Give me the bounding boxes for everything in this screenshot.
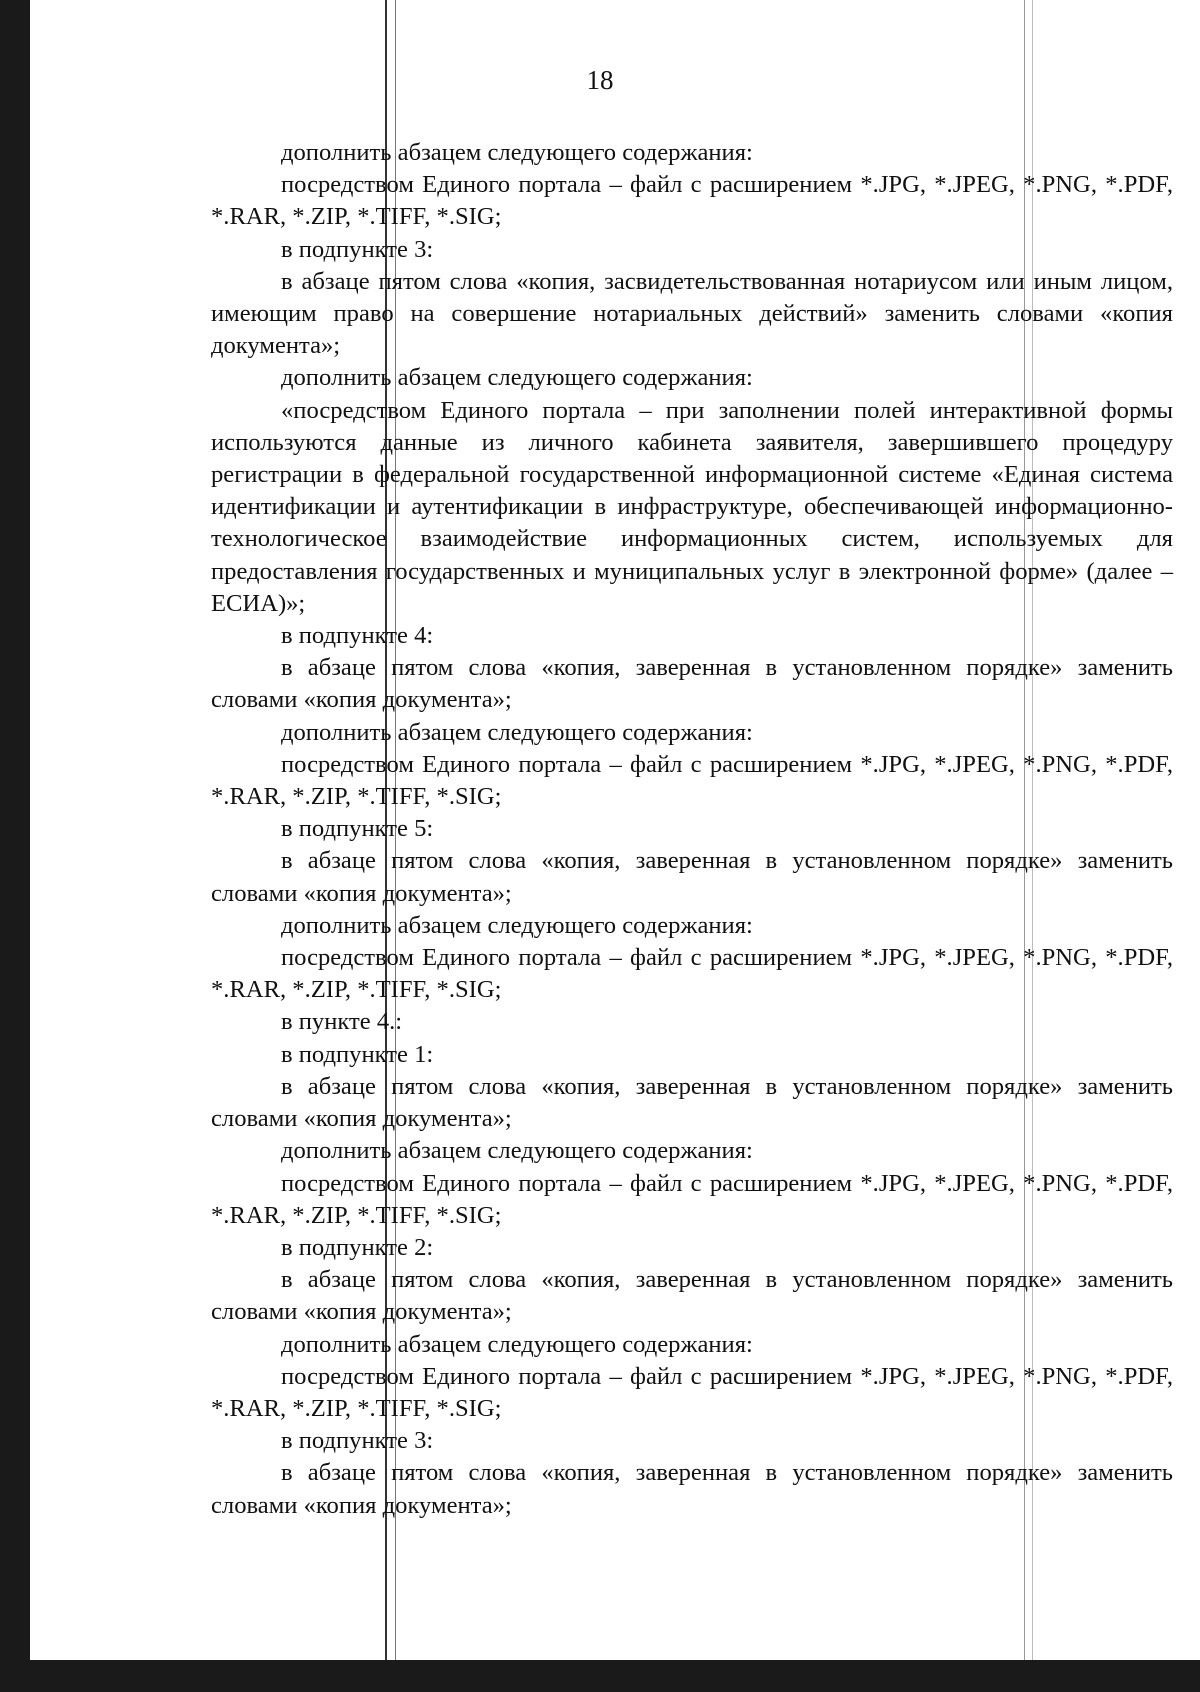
- paragraph: в абзаце пятом слова «копия, заверенная в установленном порядке» заменить словами «копия документа»;: [211, 1072, 1173, 1133]
- paragraph: дополнить абзацем следующего содержания:: [281, 911, 753, 939]
- paragraph: в абзаце пятом слова «копия, засвидетельствованная нотариусом или иным лицом, имеющим право на совершение нотариальных действий» заменить словами «копия документа»;: [211, 267, 1173, 360]
- paragraph: посредством Единого портала – файл с расширением *.JPG, *.JPEG, *.PNG, *.PDF, *.RAR, *.ZIP, *.TIFF, *.SIG;: [211, 944, 1173, 1004]
- paragraph: дополнить абзацем следующего содержания:: [281, 718, 753, 746]
- paragraph: в подпункте 1:: [281, 1040, 434, 1068]
- paragraph: в абзаце пятом слова «копия, заверенная в установленном порядке» заменить словами «копия документа»;: [211, 654, 1173, 714]
- paragraph: в подпункте 2:: [281, 1233, 434, 1261]
- paragraph: дополнить абзацем следующего содержания:: [281, 139, 753, 166]
- page-number: 18: [586, 65, 614, 95]
- scan-bottom-border: [0, 1660, 1200, 1692]
- paragraph: дополнить абзацем следующего содержания:: [281, 1137, 753, 1165]
- paragraph: «посредством Единого портала – при заполнении полей интерактивной формы используются данные из личного кабинета заявителя, завершившего процедуру регистрации в федеральной государственной информационной системе «Единая система идентификации и аутентификации в инфраструктуре, обеспечивающей информационно-технологическое взаимодействие информационных систем, используемых для предоставления государственных и муниципальных услуг в электронной форме» (далее – ЕСИА)»;: [211, 396, 1173, 617]
- paragraph: дополнить абзацем следующего содержания:: [281, 364, 753, 392]
- paragraph: посредством Единого портала – файл с расширением *.JPG, *.JPEG, *.PNG, *.PDF, *.RAR, *.ZIP, *.TIFF, *.SIG;: [211, 171, 1173, 231]
- paragraph: в абзаце пятом слова «копия, заверенная в установленном порядке» заменить словами «копия документа»;: [211, 1459, 1173, 1519]
- paragraph: посредством Единого портала – файл с расширением *.JPG, *.JPEG, *.PNG, *.PDF, *.RAR, *.ZIP, *.TIFF, *.SIG;: [211, 1362, 1173, 1422]
- paragraph: в подпункте 5:: [281, 815, 434, 843]
- paragraph: в подпункте 3:: [281, 235, 434, 263]
- paragraph: в подпункте 3:: [281, 1427, 434, 1455]
- paragraph: посредством Единого портала – файл с расширением *.JPG, *.JPEG, *.PNG, *.PDF, *.RAR, *.ZIP, *.TIFF, *.SIG;: [211, 1169, 1173, 1229]
- paragraph: в пункте 4.:: [281, 1008, 403, 1036]
- document-body: [211, 137, 1173, 1522]
- paragraph: в подпункте 4:: [281, 622, 434, 650]
- paragraph: посредством Единого портала – файл с расширением *.JPG, *.JPEG, *.PNG, *.PDF, *.RAR, *.ZIP, *.TIFF, *.SIG;: [211, 750, 1173, 811]
- paragraph: в абзаце пятом слова «копия, заверенная в установленном порядке» заменить словами «копия документа»;: [211, 847, 1173, 907]
- paragraph: дополнить абзацем следующего содержания:: [281, 1330, 753, 1358]
- scan-left-border: [0, 0, 30, 1692]
- paragraph: в абзаце пятом слова «копия, заверенная в установленном порядке» заменить словами «копия документа»;: [211, 1266, 1173, 1326]
